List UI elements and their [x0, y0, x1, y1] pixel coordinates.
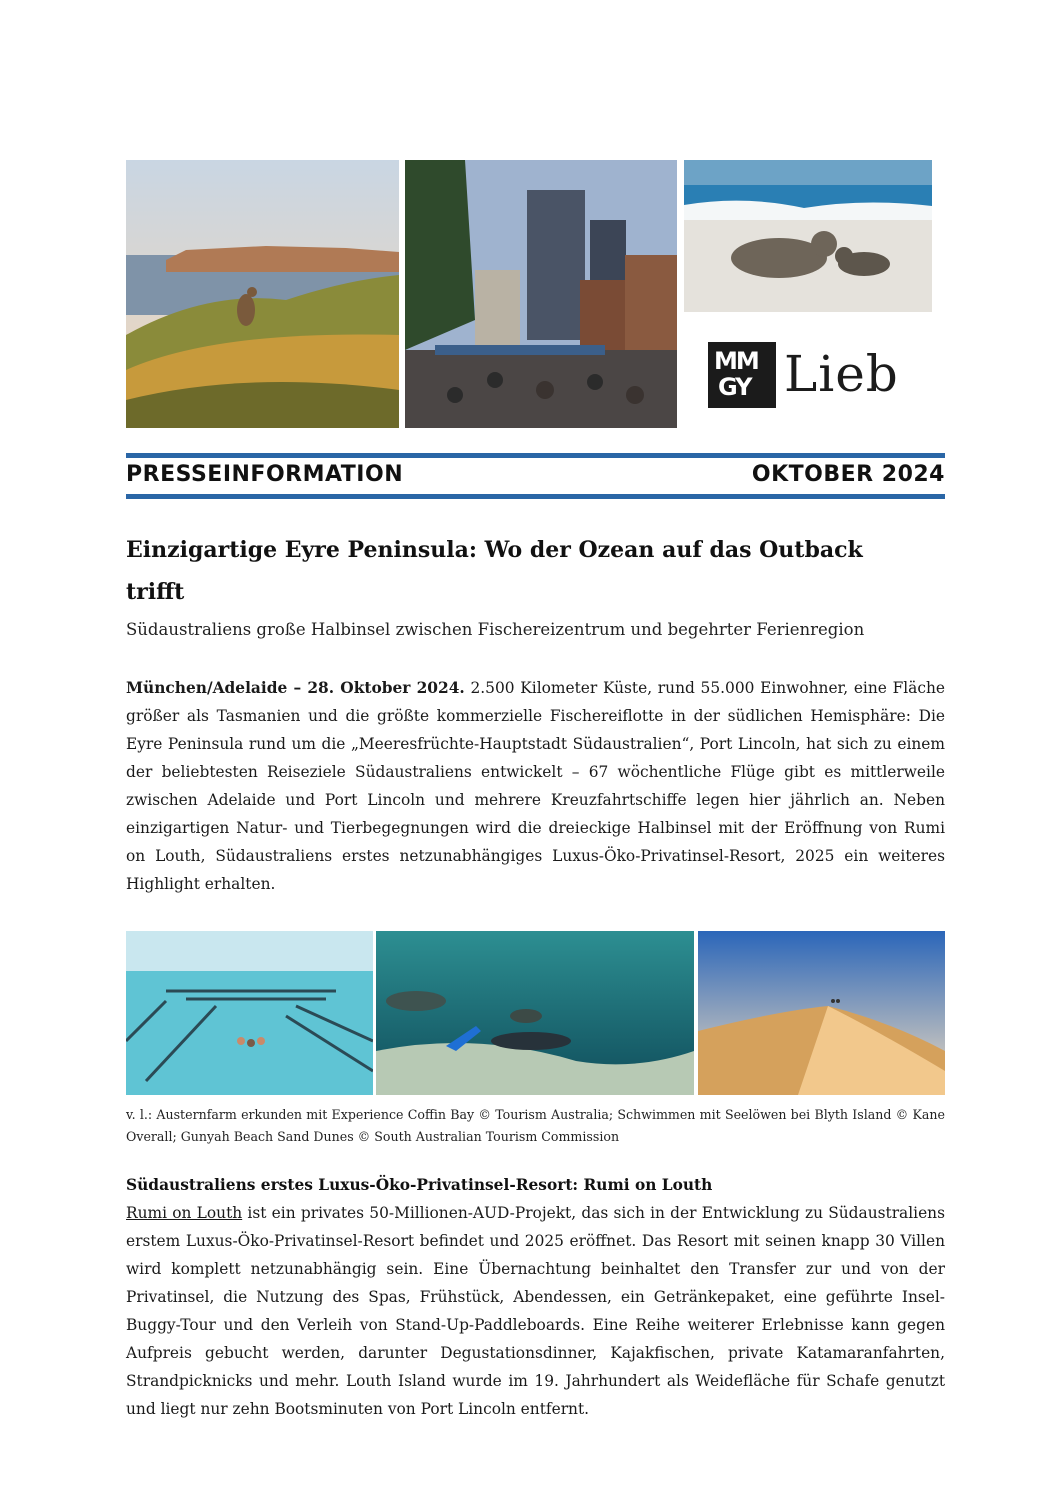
- intro-paragraph: [126, 674, 945, 898]
- logo-monogram-top: MM: [714, 347, 758, 375]
- photo-oyster-farm: [126, 931, 373, 1095]
- photo-sea-lions-beach: [684, 160, 932, 312]
- section-heading: Südaustraliens erstes Luxus-Öko-Privatinsel-Resort: Rumi on Louth: [126, 1176, 713, 1194]
- photo-caption: v. l.: Austernfarm erkunden mit Experience Coffin Bay © Tourism Australia; Schwimmen mit Seelöwen bei Blyth Island © Kane Overall; Gunyah Beach Sand Dunes © South Australian Tourism Commission: [126, 1107, 945, 1144]
- photo-swim-sea-lions: [376, 931, 694, 1095]
- mmgy-lieb-logo: [708, 342, 908, 408]
- press-date: OKTOBER 2024: [751, 462, 945, 487]
- logo-monogram-bottom: GY: [718, 373, 751, 401]
- rumi-on-louth-link[interactable]: Rumi on Louth: [126, 1204, 243, 1222]
- header-rule-top: [126, 453, 945, 458]
- photo-adelaide-street: [405, 160, 677, 428]
- press-header: [126, 462, 945, 492]
- subheadline: Südaustraliens große Halbinsel zwischen Fischereizentrum und begehrter Ferienregion: [126, 620, 865, 639]
- section-text: ist ein privates 50-Millionen-AUD-Projekt, das sich in der Entwicklung zu Südaustraliens erstem Luxus-Öko-Privatinsel-Resort befindet und 2025 eröffnet. Das Resort mit seinen knapp 30 Villen wird komplett netzunabhängig sein. Eine Übernachtung beinhaltet den Transfer zur und von der Privatinsel, die Nutzung des Spas, Frühstück, Abendessen, ein Getränkepaket, eine geführte Insel-Buggy-Tour und den Verleih von Stand-Up-Paddleboards. Eine Reihe weiterer Erlebnisse kann gegen Aufpreis gebucht werden, darunter Degustationsdinner, Kajakfischen, private Katamaranfahrten, Strandpicknicks und mehr. Louth Island wurde im 19. Jahrhundert als Weidefläche für Schafe genutzt und liegt nur zehn Bootsminuten von Port Lincoln entfernt.: [126, 1204, 945, 1418]
- logo-monogram: [708, 342, 776, 408]
- section-paragraph: [126, 1199, 945, 1423]
- header-rule-bottom: [126, 494, 945, 499]
- logo-wordmark: Lieb: [784, 345, 899, 403]
- photo-kangaroo-coast: [126, 160, 399, 428]
- intro-text: 2.500 Kilometer Küste, rund 55.000 Einwohner, eine Fläche größer als Tasmanien und die größte kommerzielle Fischereiflotte in der südlichen Hemisphäre: Die Eyre Peninsula rund um die „Meeresfrüchte-Hauptstadt Südaustralien“, Port Lincoln, hat sich zu einem der beliebtesten Reiseziele Südaustraliens entwickelt – 67 wöchentliche Flüge gibt es mittlerweile zwischen Adelaide und Port Lincoln und mehrere Kreuzfahrtschiffe legen hier jährlich an. Neben einzigartigen Natur- und Tierbegegnungen wird die dreieckige Halbinsel mit der Eröffnung von Rumi on Louth, Südaustraliens erstes netzunabhängiges Luxus-Öko-Privatinsel-Resort, 2025 ein weiteres Highlight erhalten.: [126, 679, 945, 893]
- photo-sand-dunes: [698, 931, 945, 1095]
- headline: Einzigartige Eyre Peninsula: Wo der Ozean auf das Outback trifft: [126, 537, 863, 605]
- press-label: PRESSEINFORMATION: [126, 462, 404, 487]
- dateline: München/Adelaide – 28. Oktober 2024.: [126, 679, 465, 697]
